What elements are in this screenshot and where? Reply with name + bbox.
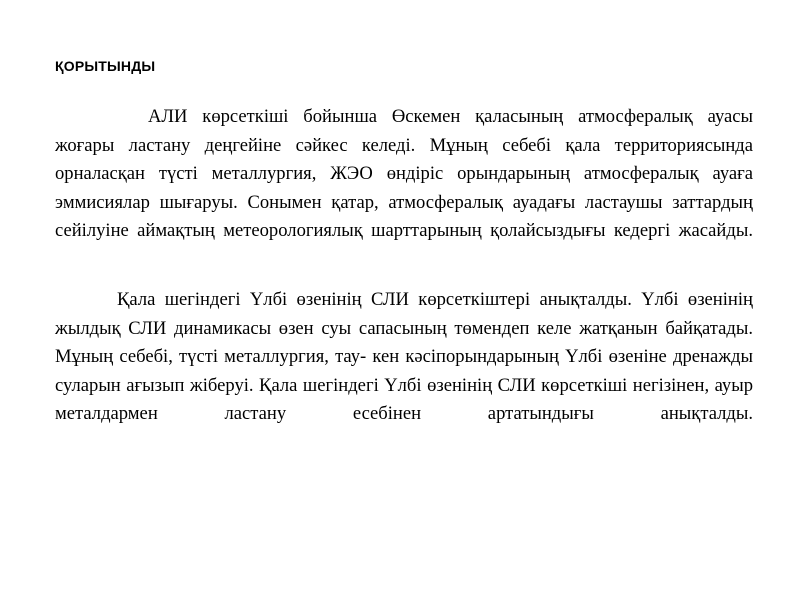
paragraph-air-quality: АЛИ көрсеткіші бойынша Өскемен қаласының атмосфералық ауасы жоғары ластану деңгейіне сәйкес келеді. Мұның себебі қала территориясында орналасқан түсті металлургия, ЖЭО өндіріс орындарының атмосфералық ауаға эммисиялар шығаруы. Сонымен қатар, атмосфералық ауадағы ластаушы заттардың сейілуіне аймақтың метеорологиялық шарттарының қолайсыздығы кедергі жасайды. bbox=[55, 106, 753, 242]
paragraph-water-quality: Қала шегіндегі Үлбі өзенінің СЛИ көрсеткіштері анықталды. Үлбі өзенінің жылдық СЛИ динамикасы өзен суы сапасының төмендеп келе жатқанын байқатады. Мұның себебі, түсті металлургия, тау- кен кәсіпорындарының Үлбі өзеніне дренажды суларын ағызып жіберуі. Қала шегіндегі Үлбі өзенінің СЛИ көрсеткіші негізінен, ауыр металдармен ластану есебінен артатындығы анықталды. bbox=[55, 289, 753, 425]
conclusion-heading: ҚОРЫТЫНДЫ bbox=[55, 58, 156, 74]
